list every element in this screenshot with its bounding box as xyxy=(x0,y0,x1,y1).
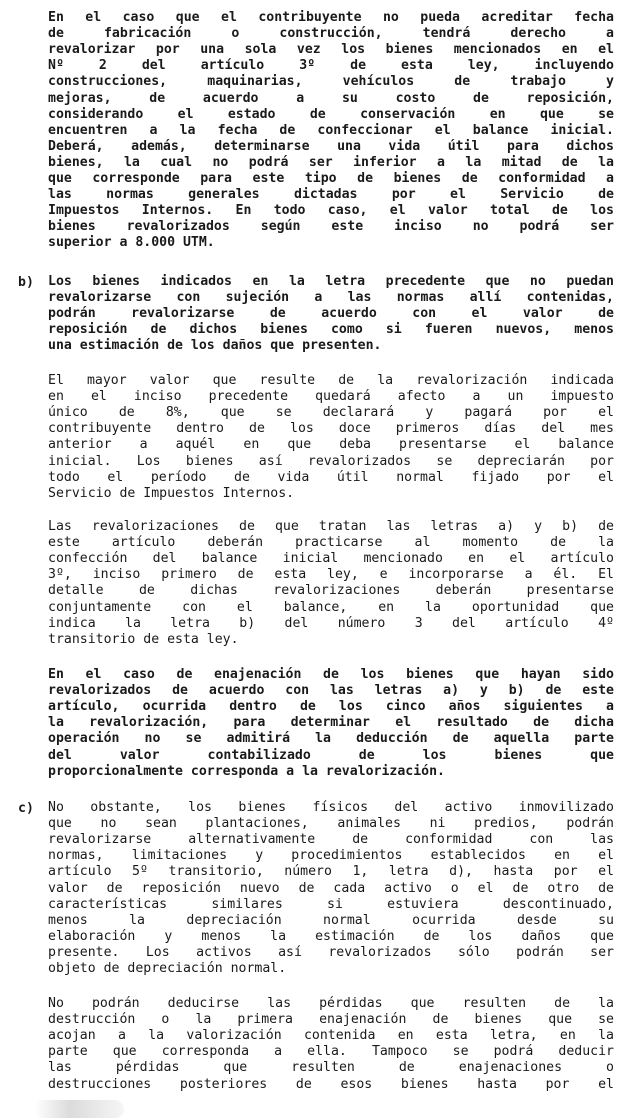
list-marker-b: b) xyxy=(18,275,34,290)
paragraph-line: encuentren a la fecha de confeccionar el balance inicial. xyxy=(48,122,614,138)
paragraph-line: las pérdidas que resulten de enajenaciones o xyxy=(48,1060,614,1076)
paragraph-line: considerando el estado de conservación en que se xyxy=(48,106,614,122)
paragraph-line: Las revalorizaciones de que tratan las letras a) y b) de xyxy=(48,519,614,534)
paragraph-line: El mayor valor que resulte de la revalorización indicada xyxy=(48,373,614,388)
paragraph-line: revalorizarse alternativamente de conformidad con las xyxy=(48,832,614,848)
paragraph-line: construcciones, maquinarias, vehículos de trabajo y xyxy=(48,74,614,90)
paragraph-line: contribuyente dentro de los doce primeros días del mes xyxy=(48,421,614,437)
paragraph-line: artículo, ocurrida dentro de los cinco años siguientes a xyxy=(48,699,614,715)
paragraph-line: este artículo deberán practicarse al momento de la xyxy=(48,535,614,551)
paragraph-line: único de 8%, que se declarará y pagará por el xyxy=(48,405,614,421)
paragraph-line: inicial. Los bienes así revalorizados se depreciarán por xyxy=(48,453,614,469)
paragraph-line: detalle de dichas revalorizaciones deberán presentarse xyxy=(48,583,614,599)
paragraph-line: destrucción o la primera enajenación de bienes que se xyxy=(48,1012,614,1028)
paragraph-line: revalorizados de acuerdo con las letras a) y b) de este xyxy=(48,683,614,699)
paragraph-line: confección del balance inicial mencionado en el artículo xyxy=(48,551,614,567)
paragraph-line: la revalorización, para determinar el resultado de dicha xyxy=(48,715,614,731)
paragraph-line: 3º, inciso primero de esta ley, e incorporarse a él. El xyxy=(48,567,614,583)
paragraph-line: del valor contabilizado de los bienes que xyxy=(48,747,614,763)
paragraph-line: Impuestos Internos. En todo caso, el valor total de los xyxy=(48,203,614,219)
paragraph-line: todo el período de vida útil normal fijado por el xyxy=(48,469,614,485)
paragraph-line: anterior a aquél en que deba presentarse el balance xyxy=(48,437,614,453)
paragraph-line: que corresponde para este tipo de bienes de conformidad a xyxy=(48,171,614,186)
paragraph-line: No obstante, los bienes físicos del activo inmovilizado xyxy=(48,800,614,815)
paragraph-line: En el caso de enajenación de los bienes que hayan sido xyxy=(48,667,614,682)
paragraph-line: transitorio de esta ley. xyxy=(48,631,239,647)
paragraph-line: revalorizar por una sola vez los bienes mencionados en el xyxy=(48,42,614,58)
paragraph-line: una estimación de los daños que presenten. xyxy=(48,338,382,354)
paragraph-line: No podrán deducirse las pérdidas que resulten de la xyxy=(48,996,614,1011)
paragraph-line: Nº 2 del artículo 3º de esta ley, incluyendo xyxy=(48,58,614,74)
paragraph-line: superior a 8.000 UTM. xyxy=(48,235,215,251)
paragraph-line: Servicio de Impuestos Internos. xyxy=(48,485,295,501)
paragraph-line: las normas generales dictadas por el Servicio de xyxy=(48,187,614,203)
paragraph-line: valor de reposición nuevo de cada activo o el de otro de xyxy=(48,880,614,896)
paragraph-line: conjuntamente con el balance, en la oportunidad que xyxy=(48,599,614,615)
paragraph-line: Deberá, además, determinarse una vida útil para dichos xyxy=(48,138,614,154)
paragraph-line: mejoras, de acuerdo a su costo de reposición, xyxy=(48,90,614,106)
paragraph-line: de fabricación o construcción, tendrá derecho a xyxy=(48,26,614,42)
paragraph-line: En el caso que el contribuyente no pueda acreditar fecha xyxy=(48,10,614,25)
paragraph-line: bienes, la cual no podrá ser inferior a la mitad de la xyxy=(48,154,614,170)
paragraph-line: características similares si estuviera descontinuado, xyxy=(48,896,614,912)
paragraph-line: que no sean plantaciones, animales ni predios, podrán xyxy=(48,816,614,832)
paragraph-line: bienes revalorizados según este inciso no podrá ser xyxy=(48,219,614,235)
paragraph-line: artículo 5º transitorio, número 1, letra d), hasta por el xyxy=(48,864,614,880)
list-marker-c: c) xyxy=(18,801,34,816)
paragraph-line: operación no se admitirá la deducción de aquella parte xyxy=(48,731,614,747)
paragraph-line: presente. Los activos así revalorizados sólo podrán ser xyxy=(48,944,614,960)
paragraph-line: revalorizarse con sujeción a las normas allí contenidas, xyxy=(48,290,614,306)
paragraph-line: indica la letra b) del número 3 del artículo 4º xyxy=(48,615,614,631)
paragraph-line: Los bienes indicados en la letra precedente que no puedan xyxy=(48,274,614,289)
paragraph-line: proporcionalmente corresponda a la revalorización. xyxy=(48,763,445,779)
paragraph-line: en el inciso precedente quedará afecto a un impuesto xyxy=(48,389,614,405)
paragraph-line: elaboración y menos la estimación de los daños que xyxy=(48,928,614,944)
paragraph-line: acojan a la valorización contenida en esta letra, en la xyxy=(48,1028,614,1044)
paragraph-line: normas, limitaciones y procedimientos establecidos en el xyxy=(48,848,614,864)
scan-smudge xyxy=(34,1100,124,1118)
paragraph-line: objeto de depreciación normal. xyxy=(48,961,287,976)
paragraph-line: menos la depreciación normal ocurrida desde su xyxy=(48,912,614,928)
paragraph-line: destrucciones posteriores de esos bienes hasta por el xyxy=(48,1076,614,1092)
paragraph-line: parte que corresponda a ella. Tampoco se podrá deducir xyxy=(48,1044,614,1060)
paragraph-line: podrán revalorizarse de acuerdo con el valor de xyxy=(48,306,614,322)
paragraph-line: reposición de dichos bienes como si fueren nuevos, menos xyxy=(48,322,614,338)
